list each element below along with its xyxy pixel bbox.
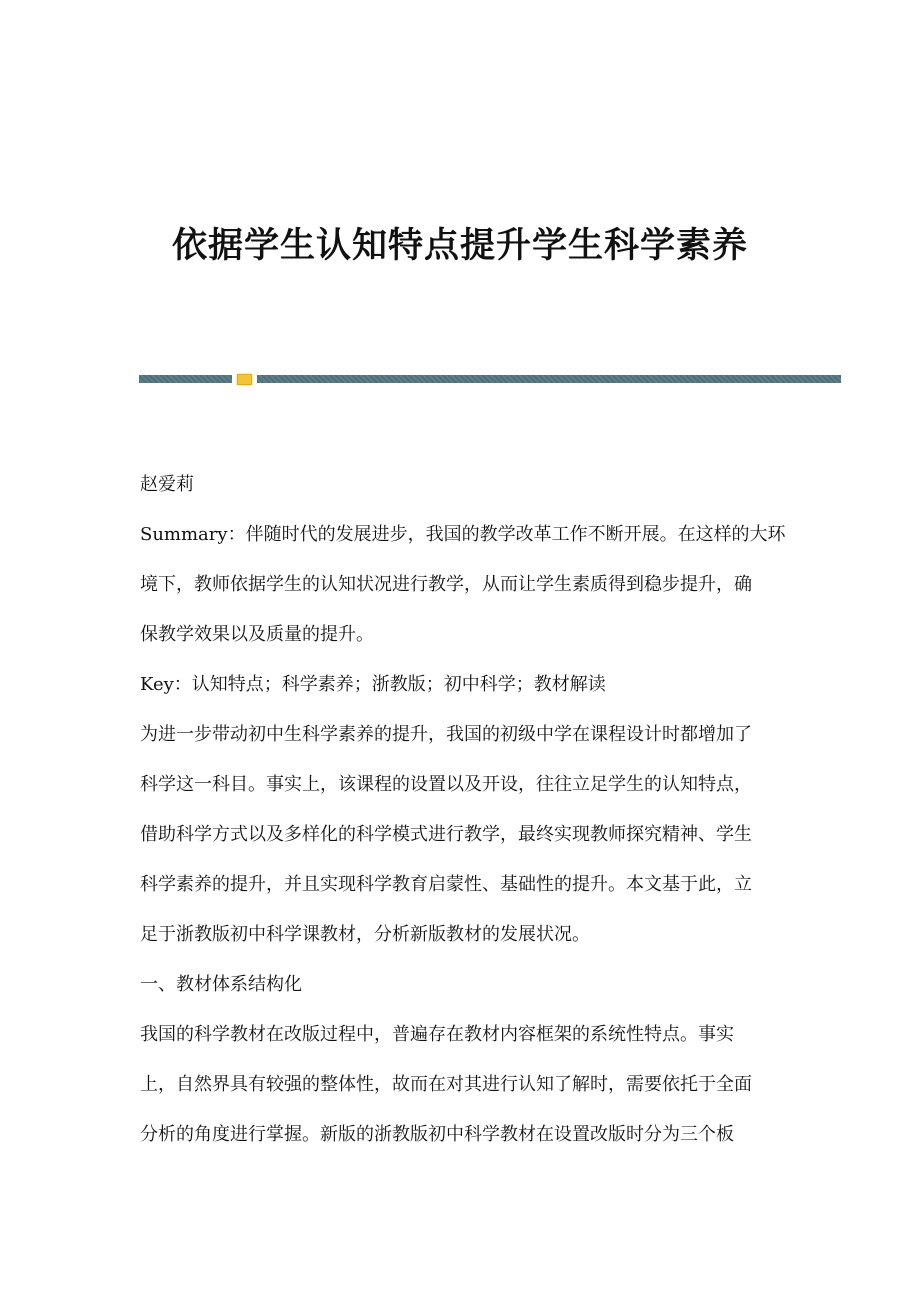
section1-line: 上，自然界具有较强的整体性，故而在对其进行认知了解时，需要依托于全面 — [140, 1074, 752, 1095]
intro-line: 科学素养的提升，并且实现科学教育启蒙性、基础性的提升。本文基于此，立 — [140, 874, 752, 895]
divider-bar-right — [257, 375, 841, 383]
section1-line: 分析的角度进行掌握。新版的浙教版初中科学教材在设置改版时分为三个板 — [140, 1124, 734, 1145]
summary-line: 保教学效果以及质量的提升。 — [140, 624, 374, 645]
section1-line: 我国的科学教材在改版过程中，普遍存在教材内容框架的系统性特点。事实 — [140, 1024, 734, 1045]
keywords: Key：认知特点；科学素养；浙教版；初中科学；教材解读 — [140, 674, 606, 695]
summary-paragraph — [140, 520, 800, 670]
decorative-divider — [139, 375, 841, 384]
summary-line: 境下，教师依据学生的认知状况进行教学，从而让学生素质得到稳步提升，确 — [140, 574, 752, 595]
divider-bar-left — [139, 375, 232, 383]
intro-paragraph — [140, 720, 800, 970]
document-title: 依据学生认知特点提升学生科学素养 — [171, 225, 748, 266]
section1-paragraph — [140, 1020, 800, 1170]
section-heading: 一、教材体系结构化 — [140, 974, 302, 995]
intro-line: 借助科学方式以及多样化的科学模式进行教学，最终实现教师探究精神、学生 — [140, 824, 752, 845]
intro-line: 足于浙教版初中科学课教材，分析新版教材的发展状况。 — [140, 924, 590, 945]
intro-line: 为进一步带动初中生科学素养的提升，我国的初级中学在课程设计时都增加了 — [140, 724, 752, 745]
document-body — [140, 470, 800, 1170]
summary-line: Summary：伴随时代的发展进步，我国的教学改革工作不断开展。在这样的大环 — [140, 524, 786, 545]
divider-ornament-icon — [237, 374, 252, 385]
author: 赵爱莉 — [140, 474, 194, 495]
intro-line: 科学这一科目。事实上，该课程的设置以及开设，往往立足学生的认知特点， — [140, 774, 752, 795]
